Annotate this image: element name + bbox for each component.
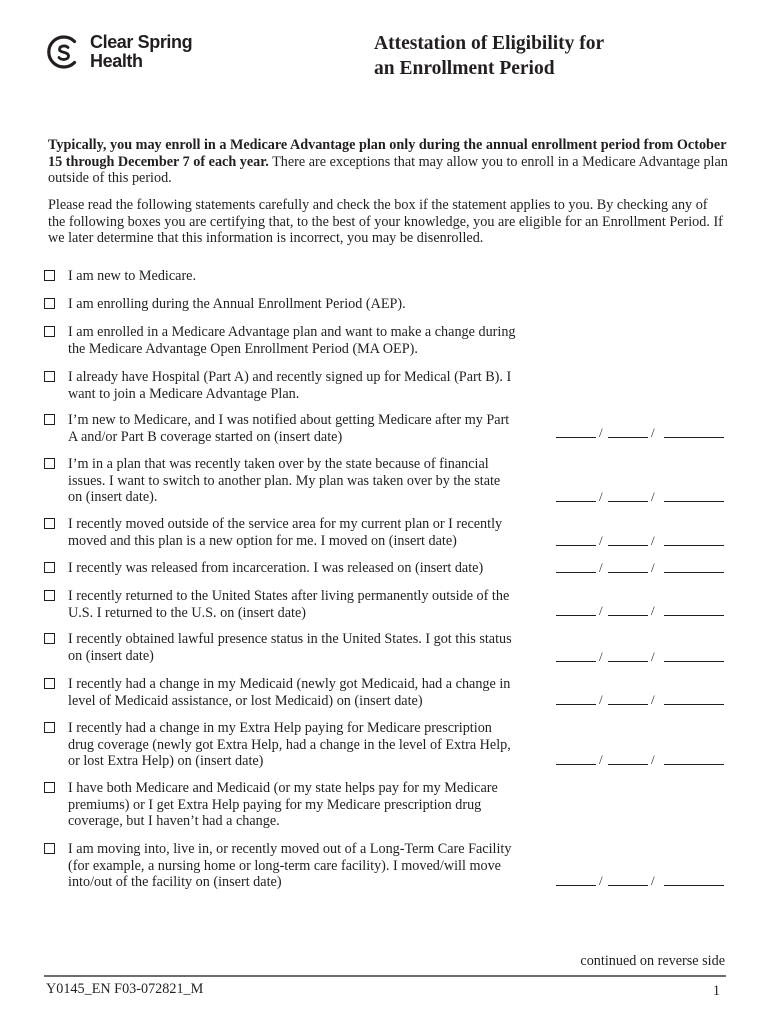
page-title <box>374 31 714 81</box>
logo-line-1: Clear Spring <box>90 32 193 52</box>
day-blank[interactable] <box>608 501 648 502</box>
checkbox[interactable] <box>44 678 55 689</box>
month-blank[interactable] <box>556 501 596 502</box>
date-separator: / <box>651 533 655 549</box>
date-separator: / <box>651 692 655 708</box>
checklist-item-line: or lost Extra Help) on (insert date) <box>68 753 264 770</box>
date-separator: / <box>599 560 603 576</box>
day-blank[interactable] <box>608 661 648 662</box>
date-field[interactable] <box>556 488 726 505</box>
date-separator: / <box>651 752 655 768</box>
date-separator: / <box>651 873 655 889</box>
day-blank[interactable] <box>608 437 648 438</box>
month-blank[interactable] <box>556 885 596 886</box>
checklist-item-line: level of Medicaid assistance, or lost Medicaid) on (insert date) <box>68 692 423 709</box>
checkbox[interactable] <box>44 298 55 309</box>
date-separator: / <box>599 692 603 708</box>
checklist-item-line: I’m in a plan that was recently taken over by the state because of financial <box>68 456 489 472</box>
date-field[interactable] <box>556 751 726 768</box>
date-field[interactable] <box>556 648 726 665</box>
year-blank[interactable] <box>664 501 724 502</box>
date-field[interactable] <box>556 424 726 441</box>
year-blank[interactable] <box>664 545 724 546</box>
checkbox[interactable] <box>44 782 55 793</box>
checklist-item-line: want to join a Medicare Advantage Plan. <box>68 385 300 402</box>
date-separator: / <box>651 603 655 619</box>
checklist-item-line: issues. I want to switch to another plan. My plan was taken over by the state <box>68 472 501 489</box>
month-blank[interactable] <box>556 764 596 765</box>
checklist-item-line: I recently had a change in my Medicaid (newly got Medicaid, had a change in <box>68 676 511 692</box>
checklist-item-text <box>68 296 548 313</box>
checkbox[interactable] <box>44 633 55 644</box>
checkbox[interactable] <box>44 371 55 382</box>
checklist-item-line: I am new to Medicare. <box>68 268 197 284</box>
logo <box>44 32 192 72</box>
checkbox[interactable] <box>44 458 55 469</box>
date-separator: / <box>651 560 655 576</box>
checklist-item-line: I already have Hospital (Part A) and recently signed up for Medical (Part B). I <box>68 369 512 385</box>
checklist-item-line: (for example, a nursing home or long-term care facility). I moved/will move <box>68 857 501 874</box>
year-blank[interactable] <box>664 615 724 616</box>
checklist-item-text <box>68 720 548 770</box>
month-blank[interactable] <box>556 572 596 573</box>
date-field[interactable] <box>556 602 726 619</box>
checklist-item-line: I recently had a change in my Extra Help paying for Medicare prescription <box>68 720 492 736</box>
intro-paragraph <box>48 137 728 187</box>
checklist-item-text <box>68 369 548 402</box>
clear-spring-logo-icon <box>44 32 84 72</box>
checkbox[interactable] <box>44 414 55 425</box>
checklist-item-line: coverage, but I haven’t had a change. <box>68 813 280 830</box>
title-line-1: Attestation of Eligibility for <box>374 33 605 54</box>
intro-rest-text: There are exceptions that may allow you to enroll in a Medicare Advantage plan outside of this period. <box>48 153 728 187</box>
checklist-item-text <box>68 841 548 891</box>
checkbox[interactable] <box>44 326 55 337</box>
date-separator: / <box>599 533 603 549</box>
checklist-item-line: moved and this plan is a new option for me. I moved on (insert date) <box>68 532 457 549</box>
month-blank[interactable] <box>556 437 596 438</box>
checklist-item-line: on (insert date) <box>68 647 154 664</box>
checklist-item-line: the Medicare Advantage Open Enrollment Period (MA OEP). <box>68 340 418 357</box>
checklist-item-text <box>68 268 548 285</box>
checkbox[interactable] <box>44 270 55 281</box>
date-separator: / <box>599 489 603 505</box>
checklist-item-line: I recently obtained lawful presence status in the United States. I got this status <box>68 631 512 647</box>
checklist-item-line: I am enrolling during the Annual Enrollment Period (AEP). <box>68 296 406 312</box>
date-separator: / <box>599 873 603 889</box>
month-blank[interactable] <box>556 704 596 705</box>
checkbox[interactable] <box>44 590 55 601</box>
date-field[interactable] <box>556 872 726 889</box>
day-blank[interactable] <box>608 764 648 765</box>
date-separator: / <box>599 752 603 768</box>
checklist-item-line: A and/or Part B coverage started on (insert date) <box>68 428 343 445</box>
year-blank[interactable] <box>664 437 724 438</box>
year-blank[interactable] <box>664 704 724 705</box>
checkbox[interactable] <box>44 843 55 854</box>
day-blank[interactable] <box>608 704 648 705</box>
month-blank[interactable] <box>556 615 596 616</box>
year-blank[interactable] <box>664 572 724 573</box>
intro-bold-text: Typically, you may enroll in a Medicare Advantage plan only during the annual enrollment period from October 15 through December 7 of each year. <box>48 137 727 170</box>
checklist-item-line: I recently was released from incarceration. I was released on (insert date) <box>68 560 484 576</box>
checklist-item-line: on (insert date). <box>68 489 158 506</box>
checklist-item-text <box>68 516 548 549</box>
checklist-item-line: I am enrolled in a Medicare Advantage plan and want to make a change during <box>68 324 516 340</box>
year-blank[interactable] <box>664 764 724 765</box>
year-blank[interactable] <box>664 885 724 886</box>
title-line-2: an Enrollment Period <box>374 58 555 79</box>
date-separator: / <box>599 603 603 619</box>
checklist-item-line: premiums) or I get Extra Help paying for my Medicare prescription drug <box>68 796 482 813</box>
checklist-item-text <box>68 324 548 357</box>
date-separator: / <box>599 425 603 441</box>
checklist-item-line: I recently returned to the United States after living permanently outside of the <box>68 588 510 604</box>
form-code: Y0145_EN F03-072821_M <box>46 981 204 997</box>
day-blank[interactable] <box>608 545 648 546</box>
date-field[interactable] <box>556 532 726 549</box>
checklist-item-line: U.S. I returned to the U.S. on (insert date) <box>68 604 306 621</box>
continued-note: continued on reverse side <box>580 953 725 969</box>
checklist-item-text <box>68 780 548 830</box>
checkbox[interactable] <box>44 562 55 573</box>
checklist-item-text <box>68 676 548 709</box>
checklist-item-text <box>68 412 548 445</box>
checklist-item-line: I recently moved outside of the service area for my current plan or I recently <box>68 516 503 532</box>
checklist-item-text <box>68 631 548 664</box>
instructions-paragraph: Please read the following statements carefully and check the box if the statement applies to you. By checking any of the following boxes you are certifying that, to the best of your knowledge, you are eligible for an Enrollment Period. If we later determine that this information is incorrect, you may be disenrolled. <box>48 197 723 247</box>
logo-text <box>90 33 192 71</box>
page-number: 1 <box>712 983 720 999</box>
logo-line-2: Health <box>90 51 143 71</box>
checkbox[interactable] <box>44 722 55 733</box>
date-field[interactable] <box>556 559 726 576</box>
checklist-item-text <box>68 456 548 506</box>
day-blank[interactable] <box>608 885 648 886</box>
checklist-item-line: I am moving into, live in, or recently moved out of a Long-Term Care Facility <box>68 841 512 857</box>
date-separator: / <box>651 425 655 441</box>
checklist-item-line: into/out of the facility on (insert date) <box>68 874 282 891</box>
footer-divider <box>44 975 726 977</box>
day-blank[interactable] <box>608 572 648 573</box>
checklist-item-line: I have both Medicare and Medicaid (or my state helps pay for my Medicare <box>68 780 498 796</box>
year-blank[interactable] <box>664 661 724 662</box>
checklist-item-text <box>68 560 548 577</box>
date-separator: / <box>651 649 655 665</box>
checklist-item-line: drug coverage (newly got Extra Help, had a change in the level of Extra Help, <box>68 736 511 753</box>
checklist-item-text <box>68 588 548 621</box>
date-field[interactable] <box>556 691 726 708</box>
day-blank[interactable] <box>608 615 648 616</box>
month-blank[interactable] <box>556 545 596 546</box>
month-blank[interactable] <box>556 661 596 662</box>
date-separator: / <box>651 489 655 505</box>
checklist-item-line: I’m new to Medicare, and I was notified about getting Medicare after my Part <box>68 412 510 428</box>
checkbox[interactable] <box>44 518 55 529</box>
date-separator: / <box>599 649 603 665</box>
